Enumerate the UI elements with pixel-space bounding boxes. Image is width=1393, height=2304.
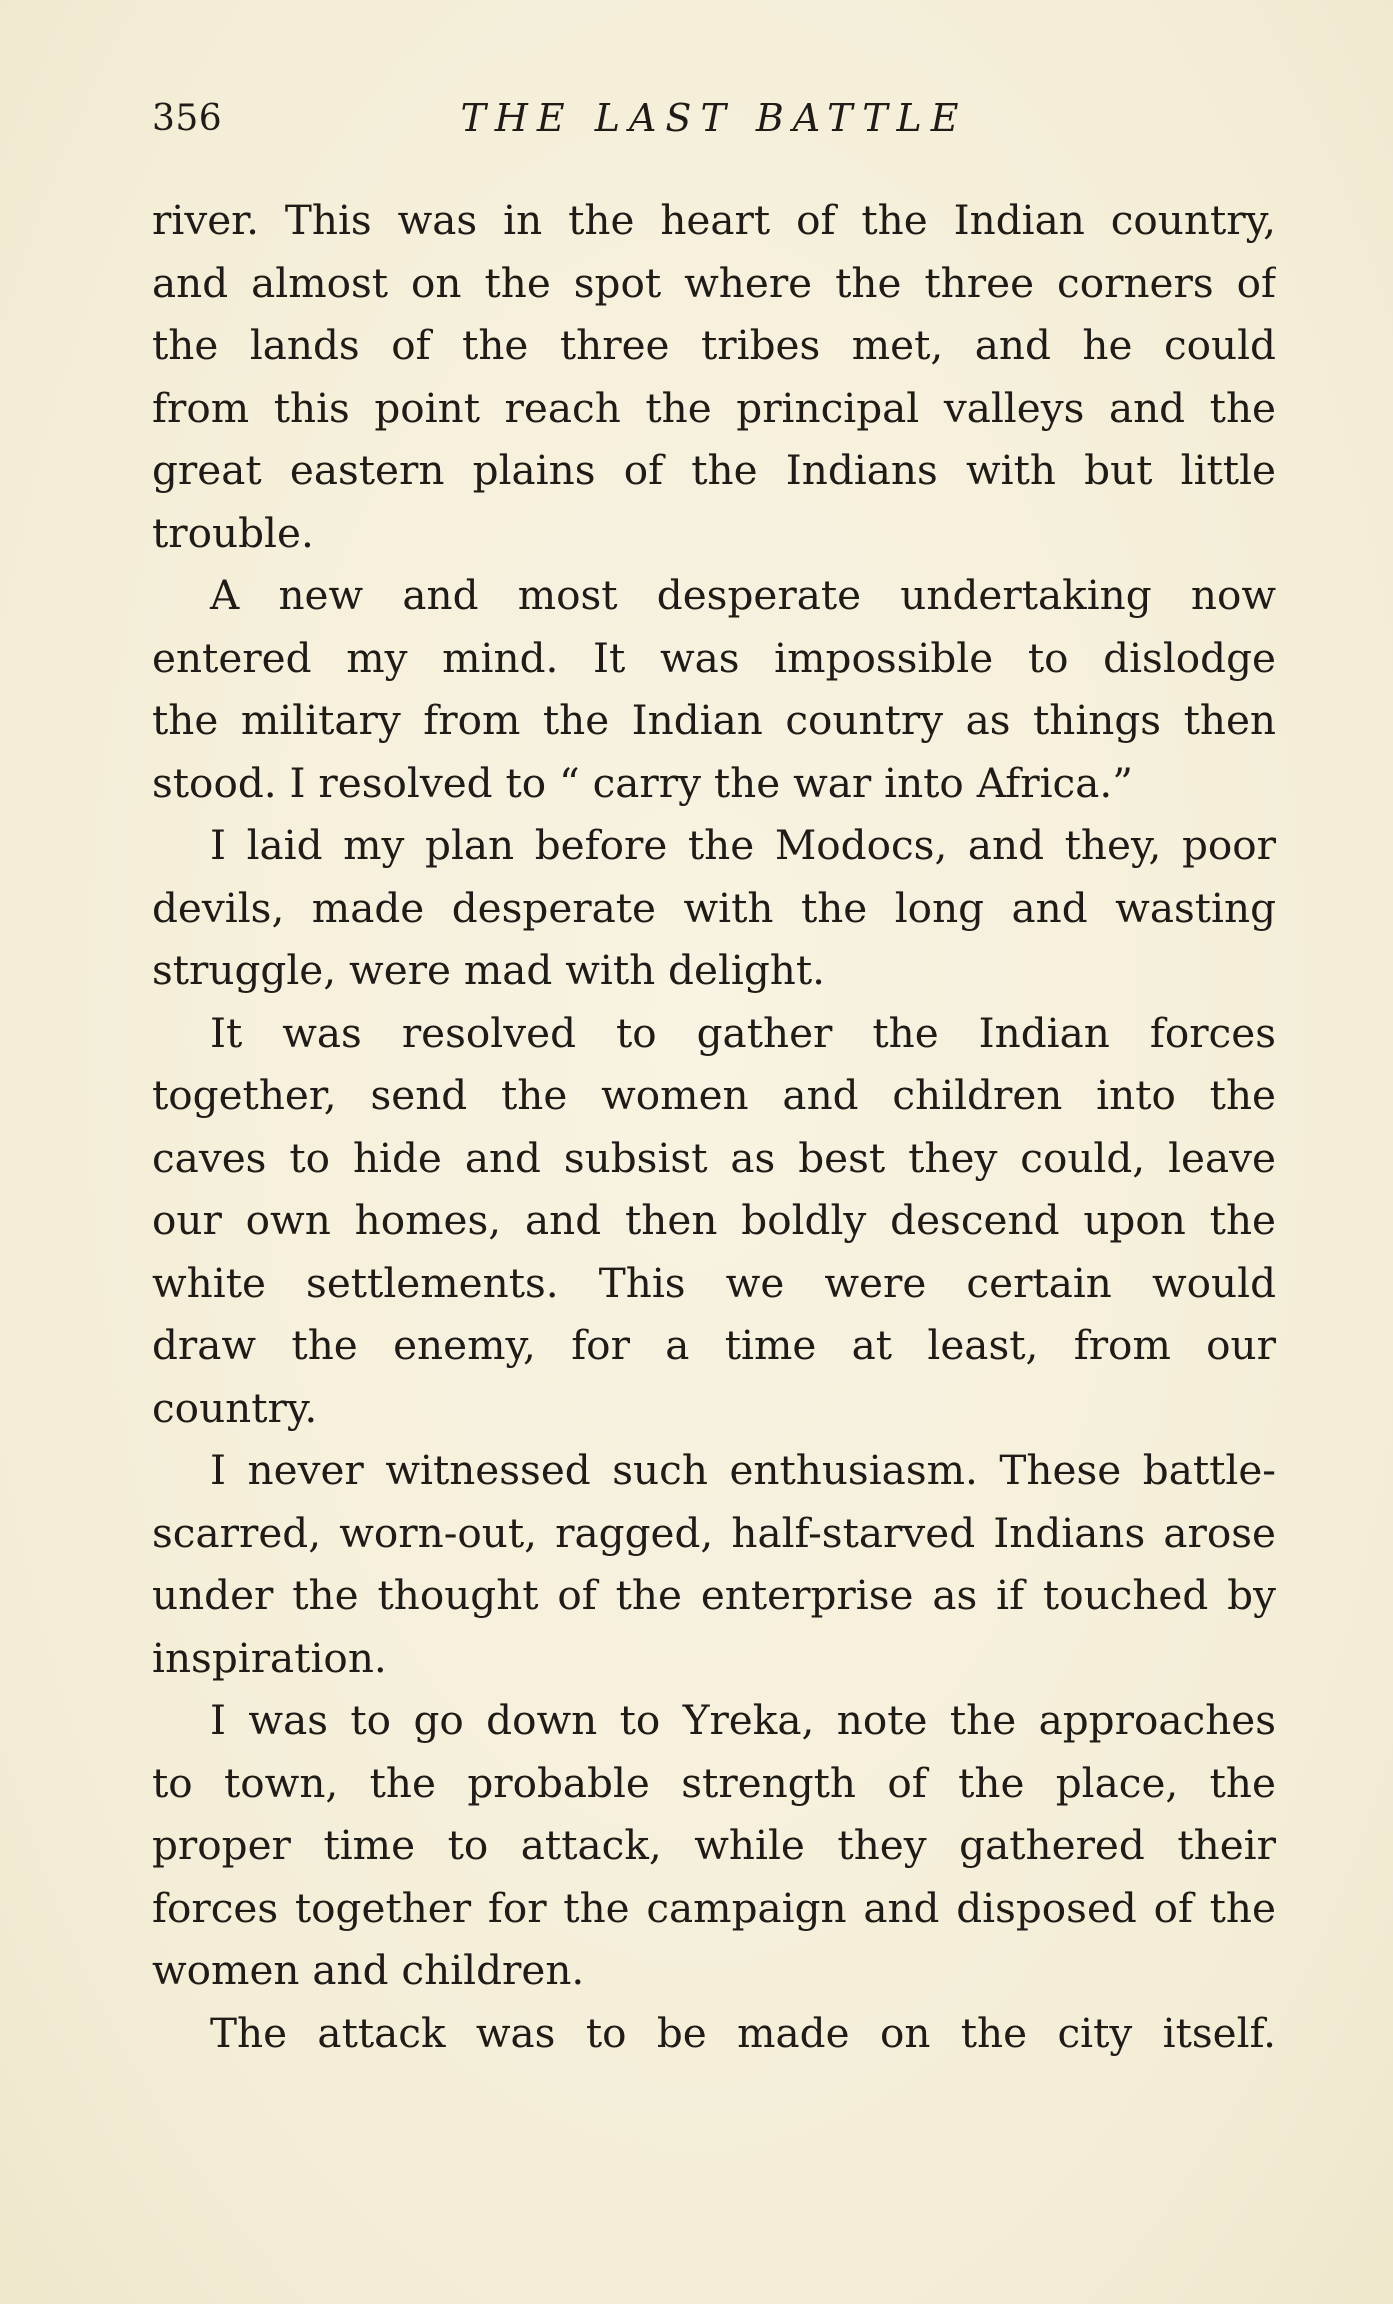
text-line: struggle, were mad with delight. (152, 946, 826, 994)
page-number: 356 (152, 98, 223, 139)
text-line: white settlements. This we were certain would (152, 1258, 1276, 1307)
text-line: caves to hide and subsist as best they could, leave (152, 1133, 1276, 1182)
text-line: country. (152, 1383, 318, 1432)
text-line: river. This was in the heart of the Indian country, (152, 196, 1276, 244)
running-title: THE LAST BATTLE (460, 96, 968, 140)
text-line: I never witnessed such enthusiasm. These battle- (210, 1446, 1276, 1494)
text-line: entered my mind. It was impossible to dislodge (152, 633, 1276, 682)
text-line: and almost on the spot where the three corners of (152, 258, 1276, 307)
text-line: stood. I resolved to “ carry the war into Africa.” (152, 758, 1133, 807)
text-line: together, send the women and children into the (152, 1071, 1276, 1119)
text-line: to town, the probable strength of the place, the (152, 1758, 1276, 1807)
text-line: The attack was to be made on the city itself. (210, 2008, 1276, 2057)
text-line: under the thought of the enterprise as if touched by (152, 1571, 1276, 1619)
text-line: great eastern plains of the Indians with but little (152, 446, 1276, 494)
text-line: the lands of the three tribes met, and he could (152, 321, 1276, 369)
text-line: devils, made desperate with the long and wasting (152, 883, 1276, 932)
text-line: from this point reach the principal valleys and the (152, 383, 1276, 432)
text-line: draw the enemy, for a time at least, from our (152, 1321, 1276, 1369)
text-line: It was resolved to gather the Indian forces (210, 1008, 1276, 1057)
running-head (152, 92, 1276, 152)
text-line: the military from the Indian country as things then (152, 696, 1276, 744)
text-line: scarred, worn-out, ragged, half-starved Indians arose (152, 1508, 1276, 1557)
text-line: women and children. (152, 1946, 585, 1994)
text-line: inspiration. (152, 1633, 387, 1682)
text-line: A new and most desperate undertaking now (210, 571, 1276, 619)
text-line: trouble. (152, 508, 314, 557)
body-text (152, 189, 1276, 2064)
text-line: our own homes, and then boldly descend upon the (152, 1196, 1276, 1244)
text-line: I laid my plan before the Modocs, and they, poor (210, 821, 1276, 869)
text-line: I was to go down to Yreka, note the approaches (210, 1696, 1276, 1744)
text-line: forces together for the campaign and disposed of the (152, 1883, 1276, 1932)
text-line: proper time to attack, while they gathered their (152, 1821, 1276, 1869)
